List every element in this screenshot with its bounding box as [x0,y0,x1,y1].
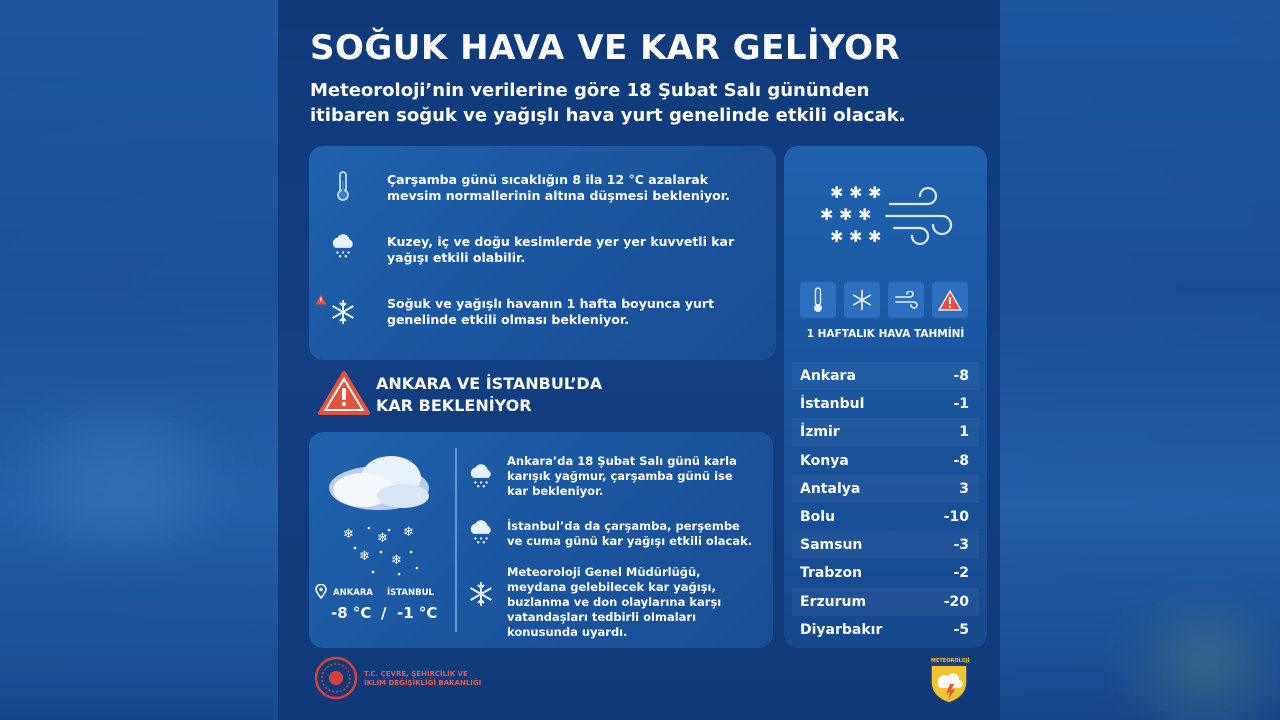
thermometer-icon [329,172,357,200]
city-temp: -10 [943,509,969,526]
ministry-logo-block [314,656,514,700]
forecast-city-row [792,447,979,475]
background-blob [1150,620,1260,710]
city-name: Samsun [800,537,863,554]
city-name: İzmir [800,424,840,441]
snowflake-icon [467,580,495,608]
info-text: Çarşamba günü sıcaklığın 8 ila 12 °C azalarak mevsim normallerinin altına düşmesi bekleniyor. [387,172,730,203]
svg-text:❄: ❄ [391,553,402,568]
svg-text:✱ ✱ ✱: ✱ ✱ ✱ [830,227,882,246]
forecast-panel [784,146,987,648]
city-temp: 3 [959,480,969,497]
snow-wind-illustration [818,182,958,252]
city-temp: -8 [953,368,969,385]
forecast-label: 1 HAFTALIK HAVA TAHMİNİ [806,328,965,340]
detail-text: İstanbul’da da çarşamba, perşembe ve cuma günü kar yağışı etkili olacak. [507,519,753,548]
vertical-divider [455,448,457,632]
meteo-logo-text: METEOROLOJİ [931,658,970,664]
location-pin-icon [315,584,327,603]
forecast-city-row [792,503,979,531]
snowflake-icon [329,298,357,326]
background-left [0,0,278,720]
wind-icon [888,282,924,318]
svg-text:❄: ❄ [377,531,388,546]
city-temp: -5 [953,621,969,638]
svg-text:❄: ❄ [343,527,354,542]
city-name: Diyarbakır [800,621,883,638]
forecast-city-row [792,390,979,418]
city-name: Ankara [800,368,856,385]
svg-text:✱ ✱ ✱: ✱ ✱ ✱ [820,205,872,224]
snow-cloud-icon [467,518,495,546]
ministry-line-2: İKLİM DEĞİŞİKLİĞİ BAKANLIĞI [364,679,482,687]
city-name: Bolu [800,509,836,526]
forecast-city-list [792,362,979,644]
meteoroloji-logo [928,654,970,704]
forecast-city-row [792,475,979,503]
warning-title [376,373,602,417]
city-name: Antalya [800,480,861,497]
city-temp: -8 [953,452,969,469]
temp-separator: / [381,604,387,622]
small-warning-icon [315,290,327,309]
svg-text:✱ ✱ ✱: ✱ ✱ ✱ [830,183,882,202]
ministry-line-1: T.C. ÇEVRE, ŞEHİRCİLİK VE [364,670,468,678]
page-subtitle: Meteoroloji’nin verilerine göre 18 Şubat Salı gününden itibaren soğuk ve yağışlı hava yurt genelinde etkili olacak. [310,80,906,126]
city-temp: -1 [953,396,969,413]
istanbul-temp: -1 °C [397,604,438,622]
forecast-city-row [792,362,979,390]
background-blob [40,420,200,540]
ankara-temp: -8 °C [331,604,372,622]
background-right [1000,0,1280,720]
warning-icon [932,282,968,318]
ankara-label: ANKARA [333,588,373,598]
detail-text: Meteoroloji Genel Müdürlüğü, meydana gelebilecek kar yağışı, buzlanma ve don olaylarına karşı vatandaşları tedbirli olmaları konusunda uyardı. [507,565,722,639]
snow-cloud-icon [467,462,495,490]
city-temp: -3 [953,537,969,554]
snowflake-icon [844,282,880,318]
svg-text:❄: ❄ [359,549,370,564]
warning-heading [318,370,758,420]
detail-text: Ankara’da 18 Şubat Salı günü karla karışık yağmur, çarşamba günü ise kar bekleniyor. [507,454,737,498]
snow-cloud-icon [329,232,357,260]
info-text: Soğuk ve yağışlı havanın 1 hafta boyunca yurt genelinde etkili olması bekleniyor. [387,296,715,327]
forecast-city-row [792,559,979,587]
top-info-panel [309,146,776,360]
warning-triangle-icon [318,370,370,416]
forecast-city-row [792,588,979,616]
ministry-name [364,670,514,688]
city-temp: -2 [953,565,969,582]
forecast-icon-row [800,282,972,318]
thermometer-icon [800,282,836,318]
detail-panel [309,432,773,648]
city-name: İstanbul [800,396,865,413]
snowy-cloud-illustration [319,448,445,580]
warning-line-1: ANKARA VE İSTANBUL’DA [376,374,603,393]
forecast-city-row [792,616,979,644]
forecast-city-row [792,531,979,559]
infographic-card [278,0,1000,720]
city-temp: -20 [943,593,969,610]
warning-line-2: KAR BEKLENİYOR [376,396,532,415]
city-temp: 1 [959,424,969,441]
city-name: Erzurum [800,593,867,610]
ministry-emblem [314,656,358,704]
info-text: Kuzey, iç ve doğu kesimlerde yer yer kuvvetli kar yağışı etkili olabilir. [387,234,735,265]
istanbul-label: İSTANBUL [387,588,434,598]
svg-text:❄: ❄ [403,525,414,540]
city-name: Trabzon [800,565,863,582]
city-name: Konya [800,452,849,469]
page-title: SOĞUK HAVA VE KAR GELİYOR [310,28,901,68]
forecast-city-row [792,418,979,446]
